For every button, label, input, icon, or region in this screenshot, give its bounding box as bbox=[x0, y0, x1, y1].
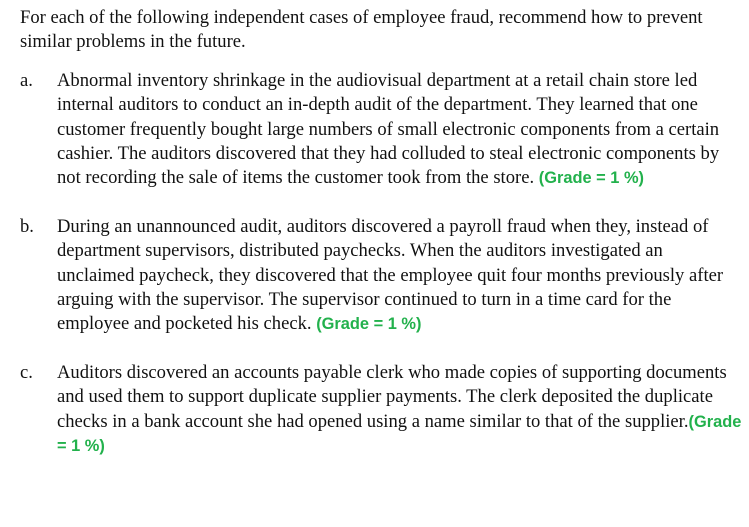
case-description: Abnormal inventory shrinkage in the audiovisual department at a retail chain store led internal auditors to conduct an in-depth audit of the department. They learned that one customer frequently bought large numbers of small electronic components from a certain cashier. The auditors discovered that they had colluded to steal electronic components by not recording the sale of items the customer took from the store. bbox=[57, 69, 720, 189]
case-b bbox=[20, 215, 742, 337]
case-a bbox=[20, 69, 742, 191]
grade-label: (Grade = 1 %) bbox=[57, 412, 742, 456]
case-description: Auditors discovered an accounts payable clerk who made copies of supporting documents and used them to support duplicate supplier payments. The clerk deposited the duplicate checks in a bank account she had opened using a name similar to that of the supplier. bbox=[57, 361, 727, 432]
document bbox=[20, 6, 742, 459]
case-text-block bbox=[57, 69, 742, 191]
case-text-block bbox=[57, 361, 742, 459]
case-letter: c. bbox=[20, 361, 33, 383]
case-letter: b. bbox=[20, 215, 34, 237]
case-c bbox=[20, 361, 742, 459]
grade-label: (Grade = 1 %) bbox=[316, 315, 422, 334]
grade-label: (Grade = 1 %) bbox=[538, 169, 644, 188]
intro-paragraph: For each of the following independent cases of employee fraud, recommend how to prevent similar problems in the future. bbox=[20, 7, 703, 53]
case-letter: a. bbox=[20, 69, 33, 91]
case-text-block bbox=[57, 215, 742, 337]
case-description: During an unannounced audit, auditors discovered a payroll fraud when they, instead of department supervisors, distributed paychecks. When the auditors investigated an unclaimed paycheck, they discovered that the employee quit four months previously after arguing with the supervisor. The supervisor continued to turn in a time card for the employee and pocketed his check. bbox=[57, 215, 724, 335]
